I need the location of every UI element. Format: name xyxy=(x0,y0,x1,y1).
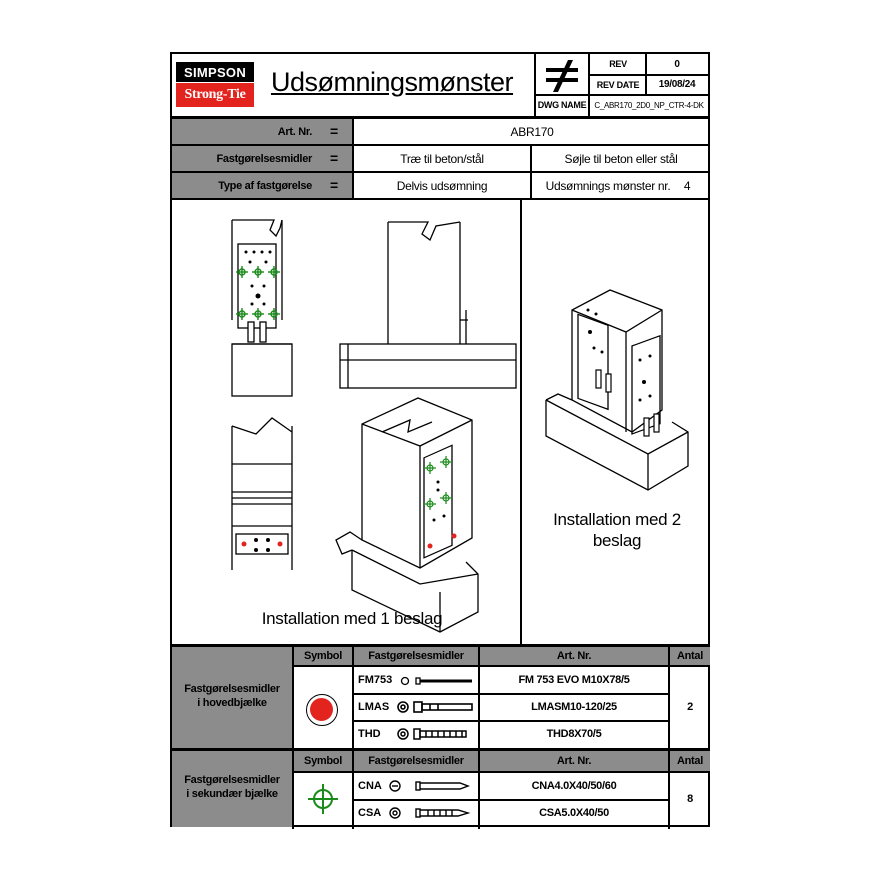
fastener-code-lmas: LMAS xyxy=(358,701,390,713)
secondary-qty: 8 xyxy=(687,793,693,805)
art-nr-value: ABR170 xyxy=(510,124,554,139)
nail-icon xyxy=(388,779,474,793)
main-qty: 2 xyxy=(687,701,693,713)
fasteners-header: Fastgørelsesmidler xyxy=(354,647,478,665)
qty-header-secondary: Antal xyxy=(670,751,710,771)
caption-one-bracket: Installation med 1 beslag xyxy=(261,609,443,628)
art-nr-header: Art. Nr. xyxy=(480,647,668,665)
screw-icon xyxy=(388,806,474,820)
fastening-type-label: Type af fastgørelse xyxy=(172,173,352,198)
art-csa: CSA5.0X40/50 xyxy=(539,807,609,819)
rev-date-value: 19/08/24 xyxy=(658,79,696,90)
fasteners-label: Fastgørelsesmidler xyxy=(172,146,352,171)
rev-label: REV xyxy=(609,59,627,69)
symbol-header-secondary: Symbol xyxy=(294,751,352,771)
pattern-number: 4 xyxy=(683,178,691,193)
anchor-bolt-icon xyxy=(400,674,476,686)
single-bracket-drawings xyxy=(172,200,520,644)
symbol-header: Symbol xyxy=(294,647,352,665)
main-beam-label-line1: Fastgørelsesmidler xyxy=(184,682,280,695)
rev-date-label: REV DATE xyxy=(596,79,640,90)
strong-tie-logo: Strong-Tie xyxy=(176,83,254,107)
dwg-name-label: DWG NAME xyxy=(537,100,587,110)
art-thd: THD8X70/5 xyxy=(546,728,602,740)
art-nr-header-secondary: Art. Nr. xyxy=(480,751,668,771)
caption-two-brackets-line1: Installation med 2 xyxy=(553,510,681,529)
fasteners-value-2: Søjle til beton eller stål xyxy=(564,151,678,166)
dwg-name-value: C_ABR170_2D0_NP_CTR-4-DK xyxy=(594,100,704,110)
screw-anchor-icon xyxy=(396,727,476,741)
equals-sign: = xyxy=(330,177,339,193)
caption-two-brackets-line2: beslag xyxy=(592,531,642,550)
art-nr-label: Art. Nr. xyxy=(172,119,352,144)
equals-sign: = xyxy=(330,150,339,166)
fastener-code-csa: CSA xyxy=(358,807,382,819)
secondary-fastener-symbol-icon xyxy=(306,782,340,816)
secondary-beam-label-line1: Fastgørelsesmidler xyxy=(184,773,280,786)
equals-sign: = xyxy=(330,123,339,139)
art-lmas: LMASM10-120/25 xyxy=(531,701,617,713)
fastener-code-cna: CNA xyxy=(358,780,382,792)
drawing-sheet xyxy=(170,52,710,827)
fastening-type-value: Delvis udsømning xyxy=(396,178,488,193)
page-title: Udsømningsmønster xyxy=(270,66,514,97)
rev-value: 0 xyxy=(674,58,680,70)
secondary-beam-label-line2: i sekundær bjælke xyxy=(186,787,278,800)
simpson-logo: SIMPSON xyxy=(176,62,254,82)
anchor-sleeve-icon xyxy=(396,700,476,714)
qty-header: Antal xyxy=(670,647,710,665)
main-fastener-symbol-icon xyxy=(306,694,338,726)
main-beam-label-line2: i hovedbjælke xyxy=(197,696,267,709)
double-bracket-drawing xyxy=(522,200,710,644)
fastener-code-thd: THD xyxy=(358,728,381,740)
fastener-code-fm753: FM753 xyxy=(358,674,393,686)
pattern-label: Udsømnings mønster nr. xyxy=(545,178,671,193)
art-cna: CNA4.0X40/50/60 xyxy=(531,780,617,792)
not-equal-icon xyxy=(536,56,588,94)
fasteners-header-secondary: Fastgørelsesmidler xyxy=(354,751,478,771)
art-fm753: FM 753 EVO M10X78/5 xyxy=(518,674,630,686)
fasteners-value-1: Træ til beton/stål xyxy=(400,151,484,166)
